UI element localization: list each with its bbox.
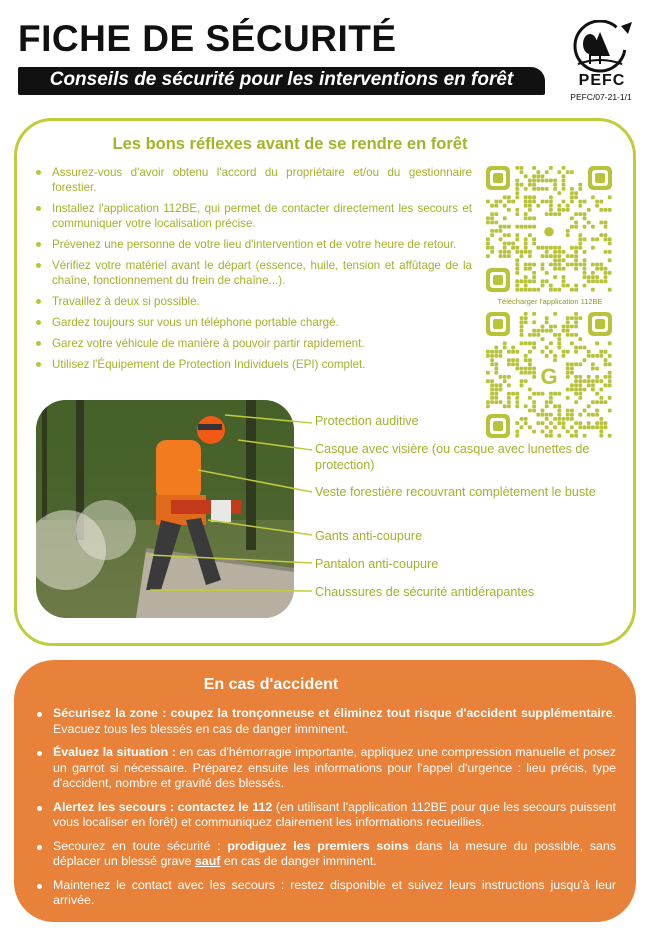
page-subtitle: Conseils de sécurité pour les interventions en forêt xyxy=(49,69,514,90)
accident-item-underline: sauf xyxy=(194,854,221,868)
accident-item-text: en cas d'hémorragie importante, appliquez une compression manuelle et posez un garrot si nécessaire. Préparez ensuite les informations pour l'appel d'urgence : lieu précis, type d'accident, nombre et gravité des blessés. xyxy=(53,745,617,790)
page-title: FICHE DE SÉCURITÉ xyxy=(18,18,397,59)
pefc-code: PEFC/07-21-1/1 xyxy=(570,92,632,102)
list-item xyxy=(36,745,616,792)
equipment-gloves: Gants anti-coupure xyxy=(315,529,423,543)
equipment-hearing-protection: Protection auditive xyxy=(315,414,419,428)
reflexes-heading: Les bons réflexes avant de se rendre en forêt xyxy=(112,135,468,153)
accident-item-bold: prodiguez les premiers soins xyxy=(227,838,409,853)
accident-item-text: Secourez en toute sécurité : xyxy=(53,838,228,853)
accident-list xyxy=(36,706,616,917)
list-item xyxy=(36,706,616,737)
list-item: Vérifiez votre matériel avant le départ (essence, huile, tension et affûtage de la chaîne, fonctionnement du frein de chaîne...). xyxy=(36,258,472,288)
apple-icon: ● xyxy=(542,218,556,243)
list-item: Utilisez l'Équipement de Protection Individuels (EPI) complet. xyxy=(36,357,472,372)
qr-code-ios[interactable] xyxy=(486,166,612,292)
list-item: Gardez toujours sur vous un téléphone portable chargé. xyxy=(36,315,472,330)
list-item xyxy=(36,878,616,909)
qr-label: Télécharger l'application 112BE xyxy=(497,297,603,306)
pefc-logo-text: PEFC xyxy=(578,72,626,89)
accident-item-text: Maintenez le contact avec les secours : restez disponible et suivez leurs instructions jusqu'à leur arrivée. xyxy=(53,877,616,907)
list-item: Installez l'application 112BE, qui permet de contacter directement les secours et communiquer votre localisation précise. xyxy=(36,201,472,231)
list-item xyxy=(36,839,616,870)
accident-item-text: . Evacuez tous les blessés en cas de danger imminent. xyxy=(53,706,616,736)
accident-item-text: (en utilisant l'application 112BE pour que les secours puissent vous localiser en forêt) et communiquez clairement les informations recueillies. xyxy=(53,799,616,829)
accident-item-bold: Sécurisez la zone : coupez la tronçonneuse et éliminez tout risque d'accident supplémentaire xyxy=(53,706,613,720)
accident-item-bold: Alertez les secours : contactez le 112 xyxy=(53,799,273,814)
list-item: Travaillez à deux si possible. xyxy=(36,294,472,309)
accident-item-bold: Évaluez la situation : xyxy=(53,745,176,759)
google-play-icon: G xyxy=(540,364,558,389)
accident-item-text: dans la mesure du possible, sans déplacer un blessé grave xyxy=(53,838,617,868)
list-item: Assurez-vous d'avoir obtenu l'accord du propriétaire et/ou du gestionnaire forestier. xyxy=(36,165,472,195)
equipment-jacket: Veste forestière recouvrant complètement le buste xyxy=(315,485,596,499)
accident-item-text: en cas de danger imminent. xyxy=(220,854,377,868)
equipment-trousers: Pantalon anti-coupure xyxy=(315,557,439,571)
list-item: Prévenez une personne de votre lieu d'intervention et de votre heure de retour. xyxy=(36,237,472,252)
equipment-helmet: Casque avec visière (ou casque avec lunettes de protection) xyxy=(315,442,590,472)
list-item: Garez votre véhicule de manière à pouvoir partir rapidement. xyxy=(36,336,472,351)
reflexes-list xyxy=(36,165,472,378)
chainsaw-worker-photo xyxy=(36,400,294,618)
equipment-shoes: Chaussures de sécurité antidérapantes xyxy=(315,585,535,599)
list-item xyxy=(36,800,616,831)
qr-code-android[interactable] xyxy=(486,312,612,438)
accident-heading: En cas d'accident xyxy=(203,676,339,693)
